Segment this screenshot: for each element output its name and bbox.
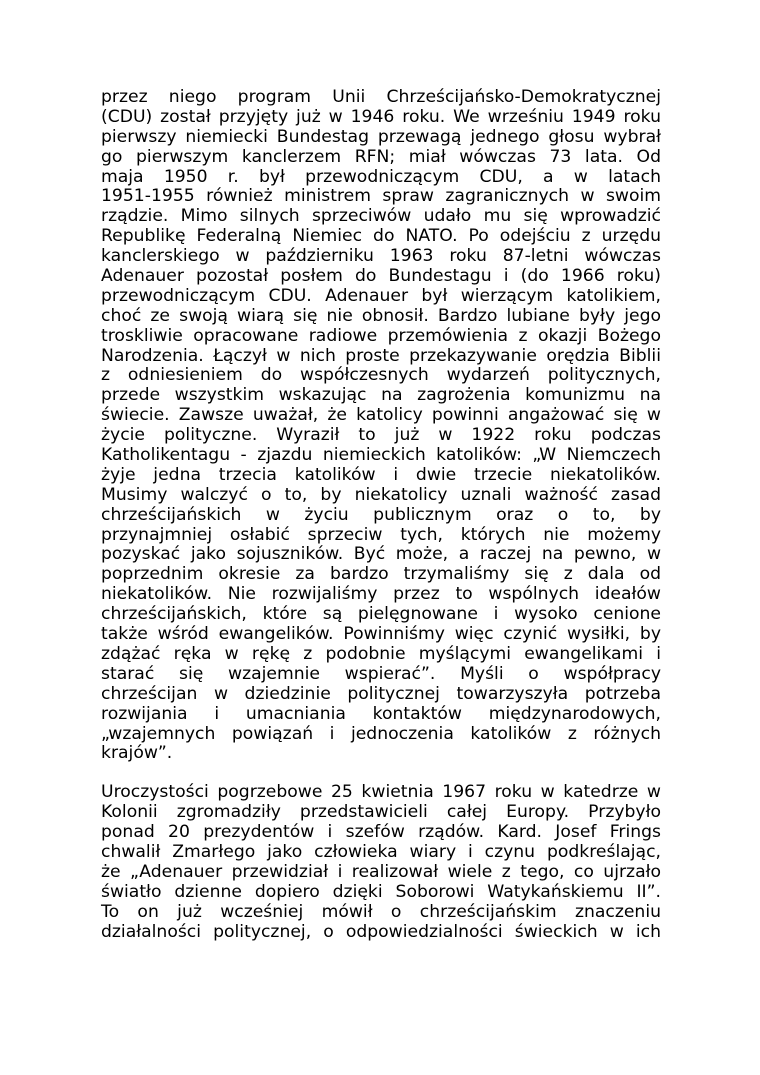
text-line: przynajmniej osłabić sprzeciw tych, których nie możemy	[101, 524, 661, 545]
text-line: Republikę Federalną Niemiec do NATO. Po odejściu z urzędu	[101, 226, 661, 247]
text-line: rządzie. Mimo silnych sprzeciwów udało mu się wprowadzić	[101, 206, 661, 227]
text-line: świecie. Zawsze uważał, że katolicy powinni angażować się w	[101, 405, 661, 426]
text-line: że „Adenauer przewidział i realizował wiele z tego, co ujrzało	[101, 861, 661, 882]
text-line: (CDU) został przyjęty już w 1946 roku. We wrześniu 1949 roku	[101, 106, 661, 127]
text-line: „wzajemnych powiązań i jednoczenia katolików z różnych	[101, 723, 661, 744]
paragraph	[101, 88, 661, 764]
text-line: maja 1950 r. był przewodniczącym CDU, a w latach	[101, 166, 661, 187]
text-line: To on już wcześniej mówił o chrześcijańskim znaczeniu	[101, 901, 661, 922]
text-line: ponad 20 prezydentów i szefów rządów. Kard. Josef Frings	[101, 822, 661, 843]
text-line: Musimy walczyć o to, by niekatolicy uznali ważność zasad	[101, 484, 661, 505]
text-line: chwalił Zmarłego jako człowieka wiary i czynu podkreślając,	[101, 841, 661, 862]
text-line: przewodniczącym CDU. Adenauer był wierzącym katolikiem,	[101, 285, 661, 306]
text-line: starać się wzajemnie wspierać”. Myśli o współpracy	[101, 663, 661, 684]
text-line: z odniesieniem do współczesnych wydarzeń politycznych,	[101, 365, 661, 386]
text-line: Adenauer pozostał posłem do Bundestagu i (do 1966 roku)	[101, 266, 661, 287]
text-line: poprzednim okresie za bardzo trzymaliśmy się z dala od	[101, 564, 661, 585]
text-line: działalności politycznej, o odpowiedzialności świeckich w ich	[101, 921, 661, 942]
document-page	[101, 88, 661, 942]
paragraph-gap	[101, 764, 661, 783]
text-line: Narodzenia. Łączył w nich proste przekazywanie orędzia Biblii	[101, 345, 661, 366]
text-line: chrześcijańskich, które są pielęgnowane i wysoko cenione	[101, 604, 661, 625]
text-line: przez niego program Unii Chrześcijańsko-Demokratycznej	[101, 87, 661, 107]
text-line: chrześcijańskich w życiu publicznym oraz o to, by	[101, 504, 661, 525]
text-line: kanclerskiego w październiku 1963 roku 87-letni wówczas	[101, 246, 661, 267]
text-line: Kolonii zgromadziły przedstawicieli całej Europy. Przybyło	[101, 802, 661, 823]
text-line: 1951-1955 również ministrem spraw zagranicznych w swoim	[101, 186, 661, 207]
text-line: światło dzienne dopiero dzięki Soborowi Watykańskiemu II”.	[101, 881, 661, 902]
text-line: choć ze swoją wiarą się nie obnosił. Bardzo lubiane były jego	[101, 305, 661, 326]
text-line: niekatolików. Nie rozwijaliśmy przez to wspólnych ideałów	[101, 584, 661, 605]
text-line: Katholikentagu - zjazdu niemieckich katolików: „W Niemczech	[101, 445, 661, 466]
text-line: krajów”.	[101, 743, 173, 764]
text-line: pozyskać jako sojuszników. Być może, a raczej na pewno, w	[101, 544, 661, 565]
text-line: życie polityczne. Wyraził to już w 1922 roku podczas	[101, 425, 661, 446]
text-line: pierwszy niemiecki Bundestag przewagą jednego głosu wybrał	[101, 126, 661, 147]
text-line: chrześcijan w dziedzinie politycznej towarzyszyła potrzeba	[101, 683, 661, 704]
paragraph	[101, 783, 661, 942]
text-line: rozwijania i umacniania kontaktów międzynarodowych,	[101, 703, 661, 724]
text-line: także wśród ewangelików. Powinniśmy więc czynić wysiłki, by	[101, 624, 661, 645]
text-line: zdążać ręka w rękę z podobnie myślącymi ewangelikami i	[101, 643, 661, 664]
text-line: troskliwie opracowane radiowe przemówienia z okazji Bożego	[101, 325, 661, 346]
text-line: Uroczystości pogrzebowe 25 kwietnia 1967 roku w katedrze w	[101, 782, 661, 803]
text-line: go pierwszym kanclerzem RFN; miał wówczas 73 lata. Od	[101, 146, 661, 167]
text-line: żyje jedna trzecia katolików i dwie trzecie niekatolików.	[101, 464, 661, 485]
text-line: przede wszystkim wskazując na zagrożenia komunizmu na	[101, 385, 661, 406]
